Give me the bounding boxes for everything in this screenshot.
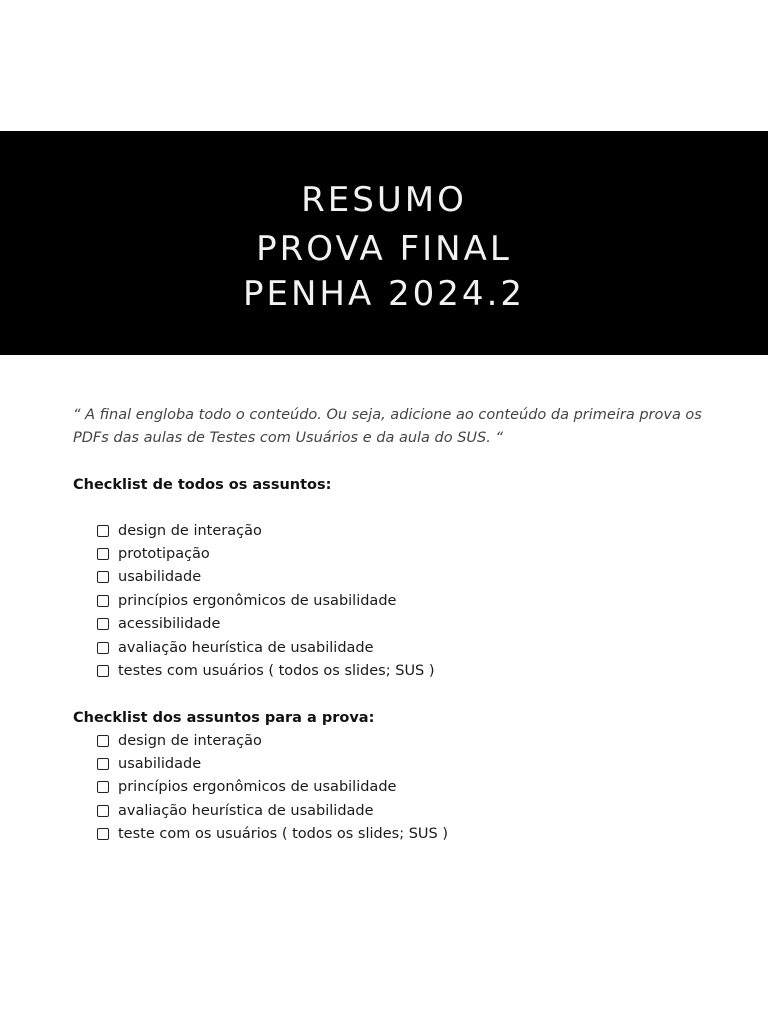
banner-title-line-3: PENHA 2024.2 xyxy=(242,274,526,314)
checklist-item-label: prototipação xyxy=(118,546,210,563)
checklist-item-label: usabilidade xyxy=(118,569,202,586)
checklist-item xyxy=(97,519,435,542)
checklist-item xyxy=(97,729,448,752)
checklist-all xyxy=(97,519,435,683)
checklist-all-heading: Checklist de todos os assuntos: xyxy=(73,477,332,493)
checklist-item-label: testes com usuários ( todos os slides; SUS ) xyxy=(118,663,435,680)
checklist-item-label: princípios ergonômicos de usabilidade xyxy=(118,779,397,796)
checklist-item-label: avaliação heurística de usabilidade xyxy=(118,802,374,819)
checklist-exam-heading: Checklist dos assuntos para a prova: xyxy=(73,710,375,726)
checklist-item xyxy=(97,542,435,565)
checkbox[interactable] xyxy=(97,548,109,560)
checkbox[interactable] xyxy=(97,642,109,654)
checklist-item xyxy=(97,752,448,775)
checklist-item xyxy=(97,659,435,682)
checklist-item xyxy=(97,636,435,659)
banner-title-line-2: PROVA FINAL xyxy=(256,229,512,269)
checkbox[interactable] xyxy=(97,828,109,840)
checklist-item-label: acessibilidade xyxy=(118,616,221,633)
checkbox[interactable] xyxy=(97,758,109,770)
checklist-item xyxy=(97,589,435,612)
checkbox[interactable] xyxy=(97,525,109,537)
checklist-item-label: design de interação xyxy=(118,732,262,749)
checklist-item-label: usabilidade xyxy=(118,756,202,773)
checklist-item xyxy=(97,613,435,636)
checklist-item xyxy=(97,776,448,799)
checklist-item-label: teste com os usuários ( todos os slides; SUS ) xyxy=(118,826,449,843)
checkbox[interactable] xyxy=(97,571,109,583)
checklist-item-label: princípios ergonômicos de usabilidade xyxy=(118,592,397,609)
checkbox[interactable] xyxy=(97,595,109,607)
checklist-item-label: design de interação xyxy=(118,522,262,539)
banner-title-line-1: RESUMO xyxy=(301,180,467,220)
checklist-exam xyxy=(97,729,448,846)
checkbox[interactable] xyxy=(97,735,109,747)
intro-quote: “ A final engloba todo o conteúdo. Ou seja, adicione ao conteúdo da primeira prova os PDFs das aulas de Testes com Usuários e da aula do SUS. “ xyxy=(73,407,702,446)
checklist-item xyxy=(97,566,435,589)
checklist-item xyxy=(97,799,448,822)
checklist-item-label: avaliação heurística de usabilidade xyxy=(118,639,374,656)
checkbox[interactable] xyxy=(97,618,109,630)
checklist-item xyxy=(97,823,448,846)
checkbox[interactable] xyxy=(97,805,109,817)
title-banner xyxy=(0,131,768,355)
checkbox[interactable] xyxy=(97,665,109,677)
checkbox[interactable] xyxy=(97,781,109,793)
